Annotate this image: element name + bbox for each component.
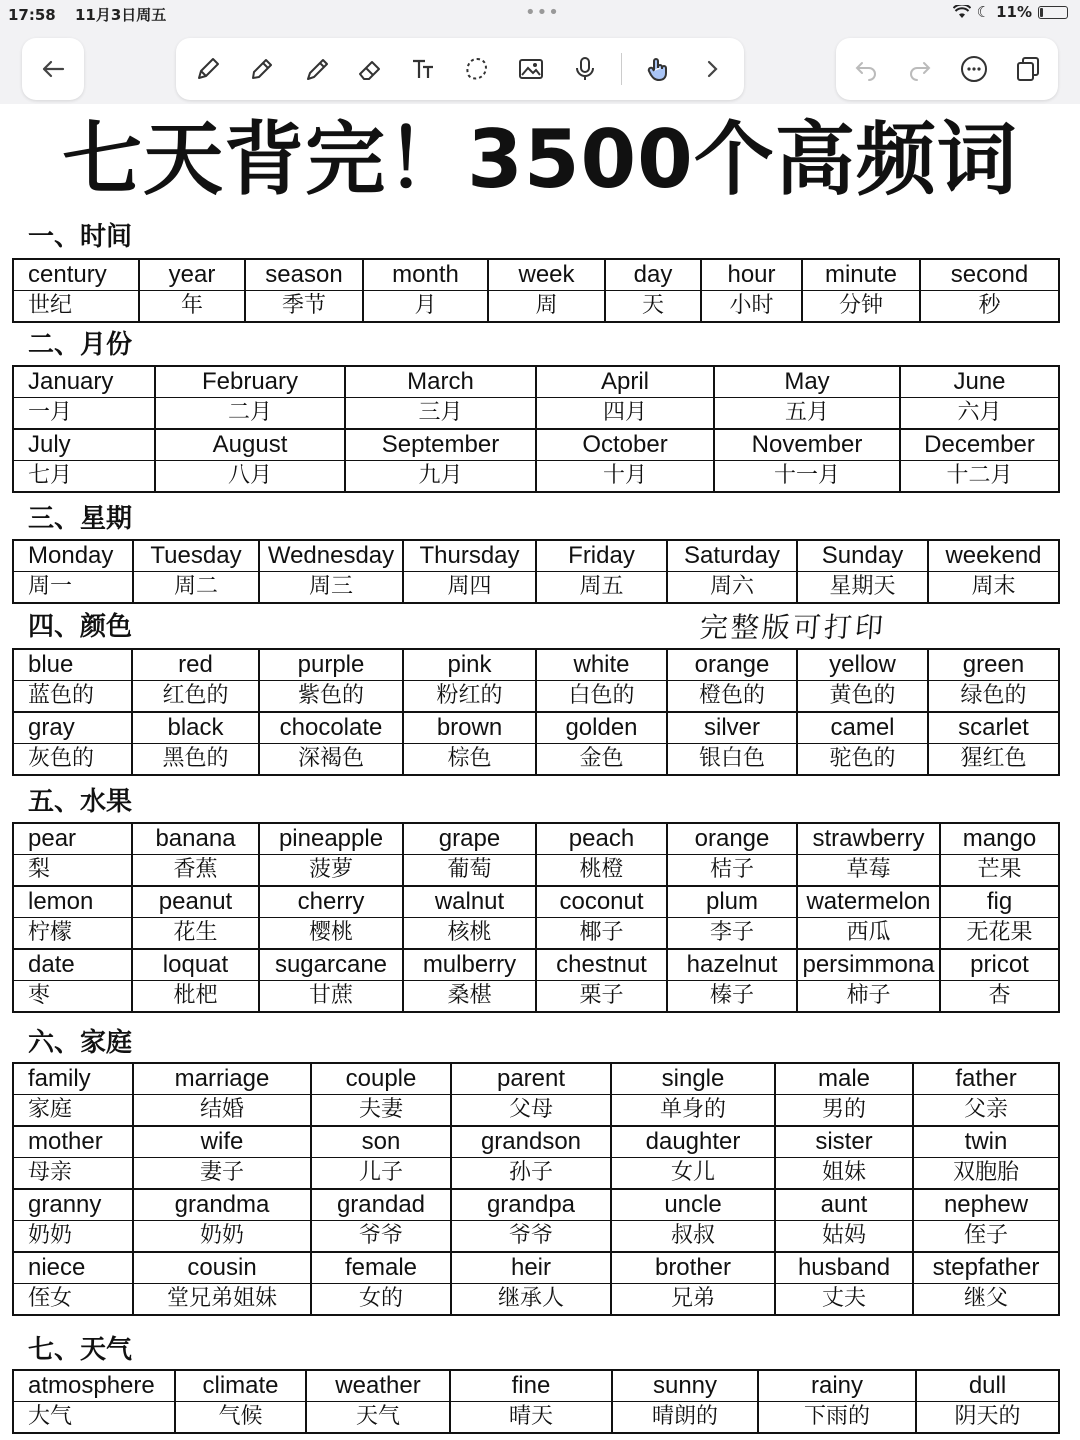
chinese-meaning: 六月 bbox=[900, 398, 1059, 430]
editor-toolbar bbox=[0, 28, 1080, 104]
english-word: wife bbox=[133, 1126, 311, 1158]
english-word: stepfather bbox=[913, 1252, 1059, 1284]
english-word: sunny bbox=[612, 1370, 758, 1402]
english-word: date bbox=[13, 949, 132, 981]
english-word: white bbox=[536, 649, 667, 681]
chinese-meaning: 一月 bbox=[13, 398, 155, 430]
chinese-meaning: 金色 bbox=[536, 744, 667, 776]
status-date: 11月3日周五 bbox=[74, 6, 167, 24]
chinese-meaning: 季节 bbox=[245, 291, 363, 323]
vocab-table-time bbox=[12, 258, 1060, 323]
vocab-row-en bbox=[13, 1189, 1059, 1221]
vocab-table-weather bbox=[12, 1369, 1060, 1434]
chinese-meaning: 四月 bbox=[536, 398, 714, 430]
chinese-meaning: 周末 bbox=[928, 572, 1059, 604]
chinese-meaning: 二月 bbox=[155, 398, 345, 430]
vocab-row-en bbox=[13, 1252, 1059, 1284]
chinese-meaning: 爷爷 bbox=[311, 1221, 451, 1253]
english-word: green bbox=[928, 649, 1059, 681]
english-word: aunt bbox=[775, 1189, 913, 1221]
english-word: persimmona bbox=[797, 949, 940, 981]
page-title: 七天背完！3500个高频词 bbox=[62, 113, 1018, 206]
vocab-row-cn bbox=[13, 1095, 1059, 1127]
english-word: second bbox=[920, 259, 1059, 291]
vocab-row-en bbox=[13, 259, 1059, 291]
more-icon[interactable] bbox=[956, 51, 992, 87]
chinese-meaning: 白色的 bbox=[536, 681, 667, 713]
chinese-meaning: 父母 bbox=[451, 1095, 611, 1127]
vocab-row-en bbox=[13, 429, 1059, 461]
english-word: rainy bbox=[758, 1370, 916, 1402]
chinese-meaning: 奶奶 bbox=[133, 1221, 311, 1253]
chinese-meaning: 葡萄 bbox=[403, 855, 536, 887]
chinese-meaning: 梨 bbox=[13, 855, 132, 887]
chinese-meaning: 结婚 bbox=[133, 1095, 311, 1127]
chinese-meaning: 母亲 bbox=[13, 1158, 133, 1190]
english-word: mother bbox=[13, 1126, 133, 1158]
vocab-row-cn bbox=[13, 398, 1059, 430]
english-word: July bbox=[13, 429, 155, 461]
chinese-meaning: 周 bbox=[488, 291, 605, 323]
chinese-meaning: 李子 bbox=[667, 918, 797, 950]
chinese-meaning: 孙子 bbox=[451, 1158, 611, 1190]
vocab-row-cn bbox=[13, 1158, 1059, 1190]
english-word: couple bbox=[311, 1063, 451, 1095]
chinese-meaning: 栗子 bbox=[536, 981, 667, 1013]
chevron-right-icon[interactable] bbox=[694, 51, 730, 87]
english-word: hazelnut bbox=[667, 949, 797, 981]
chinese-meaning: 紫色的 bbox=[259, 681, 403, 713]
chinese-meaning: 女儿 bbox=[611, 1158, 775, 1190]
vocab-row-cn bbox=[13, 981, 1059, 1013]
chinese-meaning: 晴朗的 bbox=[612, 1402, 758, 1434]
english-word: dull bbox=[916, 1370, 1059, 1402]
english-word: February bbox=[155, 366, 345, 398]
english-word: niece bbox=[13, 1252, 133, 1284]
vocab-table-family bbox=[12, 1062, 1060, 1316]
chinese-meaning: 星期天 bbox=[797, 572, 928, 604]
chinese-meaning: 香蕉 bbox=[132, 855, 259, 887]
vocab-row-en bbox=[13, 712, 1059, 744]
chinese-meaning: 蓝色的 bbox=[13, 681, 132, 713]
highlighter-icon[interactable] bbox=[298, 51, 334, 87]
english-word: pineapple bbox=[259, 823, 403, 855]
chinese-meaning: 枇杷 bbox=[132, 981, 259, 1013]
vocab-row-cn bbox=[13, 461, 1059, 493]
english-word: walnut bbox=[403, 886, 536, 918]
english-word: January bbox=[13, 366, 155, 398]
chinese-meaning: 九月 bbox=[345, 461, 536, 493]
english-word: grandma bbox=[133, 1189, 311, 1221]
lasso-icon[interactable] bbox=[459, 51, 495, 87]
english-word: month bbox=[363, 259, 488, 291]
english-word: chocolate bbox=[259, 712, 403, 744]
chinese-meaning: 十一月 bbox=[714, 461, 900, 493]
pencil-icon[interactable] bbox=[244, 51, 280, 87]
battery-percent: 11% bbox=[996, 3, 1032, 21]
english-word: blue bbox=[13, 649, 132, 681]
english-word: hour bbox=[701, 259, 802, 291]
english-word: granny bbox=[13, 1189, 133, 1221]
chinese-meaning: 叔叔 bbox=[611, 1221, 775, 1253]
english-word: fine bbox=[450, 1370, 612, 1402]
battery-icon bbox=[1038, 6, 1068, 19]
english-word: gray bbox=[13, 712, 132, 744]
english-word: pricot bbox=[940, 949, 1059, 981]
chinese-meaning: 阴天的 bbox=[916, 1402, 1059, 1434]
chinese-meaning: 继承人 bbox=[451, 1284, 611, 1316]
vocab-row-cn bbox=[13, 681, 1059, 713]
english-word: sister bbox=[775, 1126, 913, 1158]
chinese-meaning: 世纪 bbox=[13, 291, 139, 323]
vocab-row-en bbox=[13, 949, 1059, 981]
english-word: silver bbox=[667, 712, 797, 744]
chinese-meaning: 天气 bbox=[306, 1402, 450, 1434]
chinese-meaning: 枣 bbox=[13, 981, 132, 1013]
english-word: minute bbox=[802, 259, 920, 291]
toolbar-divider bbox=[621, 53, 622, 85]
chinese-meaning: 黑色的 bbox=[132, 744, 259, 776]
chinese-meaning: 小时 bbox=[701, 291, 802, 323]
english-word: cousin bbox=[133, 1252, 311, 1284]
english-word: camel bbox=[797, 712, 928, 744]
hand-pointer-icon[interactable] bbox=[640, 51, 676, 87]
english-word: June bbox=[900, 366, 1059, 398]
english-word: loquat bbox=[132, 949, 259, 981]
english-word: coconut bbox=[536, 886, 667, 918]
chinese-meaning: 周五 bbox=[536, 572, 667, 604]
english-word: plum bbox=[667, 886, 797, 918]
chinese-meaning: 绿色的 bbox=[928, 681, 1059, 713]
chinese-meaning: 棕色 bbox=[403, 744, 536, 776]
chinese-meaning: 周三 bbox=[259, 572, 403, 604]
section-heading-weather: 七、天气 bbox=[28, 1335, 133, 1365]
english-word: November bbox=[714, 429, 900, 461]
chinese-meaning: 女的 bbox=[311, 1284, 451, 1316]
vocab-row-cn bbox=[13, 291, 1059, 323]
chinese-meaning: 男的 bbox=[775, 1095, 913, 1127]
chinese-meaning: 奶奶 bbox=[13, 1221, 133, 1253]
chinese-meaning: 十二月 bbox=[900, 461, 1059, 493]
chinese-meaning: 三月 bbox=[345, 398, 536, 430]
english-word: heir bbox=[451, 1252, 611, 1284]
chinese-meaning: 晴天 bbox=[450, 1402, 612, 1434]
english-word: red bbox=[132, 649, 259, 681]
english-word: grandpa bbox=[451, 1189, 611, 1221]
english-word: orange bbox=[667, 649, 797, 681]
english-word: season bbox=[245, 259, 363, 291]
vocab-row-cn bbox=[13, 572, 1059, 604]
english-word: October bbox=[536, 429, 714, 461]
chinese-meaning: 驼色的 bbox=[797, 744, 928, 776]
vocab-row-en bbox=[13, 649, 1059, 681]
pages-icon[interactable] bbox=[1010, 51, 1046, 87]
chinese-meaning: 柠檬 bbox=[13, 918, 132, 950]
handwritten-note: 完整版可打印 bbox=[698, 611, 888, 644]
english-word: August bbox=[155, 429, 345, 461]
text-tool-icon[interactable] bbox=[406, 51, 442, 87]
vocab-row-cn bbox=[13, 1284, 1059, 1316]
chinese-meaning: 杏 bbox=[940, 981, 1059, 1013]
vocab-row-en bbox=[13, 1126, 1059, 1158]
section-heading-week: 三、星期 bbox=[28, 504, 133, 534]
chinese-meaning: 夫妻 bbox=[311, 1095, 451, 1127]
english-word: scarlet bbox=[928, 712, 1059, 744]
chinese-meaning: 姑妈 bbox=[775, 1221, 913, 1253]
vocab-row-cn bbox=[13, 1402, 1059, 1434]
vocab-row-en bbox=[13, 1063, 1059, 1095]
vocab-row-en bbox=[13, 823, 1059, 855]
english-word: Wednesday bbox=[259, 540, 403, 572]
english-word: mulberry bbox=[403, 949, 536, 981]
english-word: purple bbox=[259, 649, 403, 681]
chinese-meaning: 橙色的 bbox=[667, 681, 797, 713]
english-word: pink bbox=[403, 649, 536, 681]
vocab-row-en bbox=[13, 886, 1059, 918]
english-word: year bbox=[139, 259, 245, 291]
chinese-meaning: 堂兄弟姐妹 bbox=[133, 1284, 311, 1316]
english-word: sugarcane bbox=[259, 949, 403, 981]
vocab-row-cn bbox=[13, 1221, 1059, 1253]
vocab-row-en bbox=[13, 540, 1059, 572]
english-word: daughter bbox=[611, 1126, 775, 1158]
english-word: brother bbox=[611, 1252, 775, 1284]
english-word: golden bbox=[536, 712, 667, 744]
chinese-meaning: 父亲 bbox=[913, 1095, 1059, 1127]
english-word: father bbox=[913, 1063, 1059, 1095]
chinese-meaning: 周六 bbox=[667, 572, 797, 604]
english-word: strawberry bbox=[797, 823, 940, 855]
english-word: Saturday bbox=[667, 540, 797, 572]
moon-icon: ☾ bbox=[976, 3, 991, 21]
english-word: nephew bbox=[913, 1189, 1059, 1221]
english-word: son bbox=[311, 1126, 451, 1158]
vocab-row-cn bbox=[13, 855, 1059, 887]
english-word: Tuesday bbox=[133, 540, 259, 572]
english-word: parent bbox=[451, 1063, 611, 1095]
chinese-meaning: 深褐色 bbox=[259, 744, 403, 776]
english-word: weather bbox=[306, 1370, 450, 1402]
section-heading-fruits: 五、水果 bbox=[28, 787, 133, 817]
english-word: marriage bbox=[133, 1063, 311, 1095]
chinese-meaning: 周一 bbox=[13, 572, 133, 604]
chinese-meaning: 椰子 bbox=[536, 918, 667, 950]
english-word: banana bbox=[132, 823, 259, 855]
english-word: Monday bbox=[13, 540, 133, 572]
english-word: March bbox=[345, 366, 536, 398]
vocab-row-cn bbox=[13, 744, 1059, 776]
english-word: grape bbox=[403, 823, 536, 855]
english-word: female bbox=[311, 1252, 451, 1284]
redo-icon[interactable] bbox=[902, 51, 938, 87]
chinese-meaning: 天 bbox=[605, 291, 701, 323]
english-word: Friday bbox=[536, 540, 667, 572]
section-heading-family: 六、家庭 bbox=[28, 1028, 133, 1058]
chinese-meaning: 秒 bbox=[920, 291, 1059, 323]
english-word: grandson bbox=[451, 1126, 611, 1158]
image-icon[interactable] bbox=[513, 51, 549, 87]
wifi-icon bbox=[953, 5, 971, 19]
section-heading-colors: 四、颜色 bbox=[28, 612, 133, 642]
chinese-meaning: 银白色 bbox=[667, 744, 797, 776]
chinese-meaning: 周二 bbox=[133, 572, 259, 604]
english-word: May bbox=[714, 366, 900, 398]
english-word: peanut bbox=[132, 886, 259, 918]
status-left bbox=[8, 4, 180, 25]
english-word: single bbox=[611, 1063, 775, 1095]
english-word: April bbox=[536, 366, 714, 398]
chinese-meaning: 粉红的 bbox=[403, 681, 536, 713]
chinese-meaning: 单身的 bbox=[611, 1095, 775, 1127]
status-time: 17:58 bbox=[8, 6, 56, 24]
chinese-meaning: 姐妹 bbox=[775, 1158, 913, 1190]
chinese-meaning: 芒果 bbox=[940, 855, 1059, 887]
english-word: Sunday bbox=[797, 540, 928, 572]
english-word: peach bbox=[536, 823, 667, 855]
chinese-meaning: 草莓 bbox=[797, 855, 940, 887]
chinese-meaning: 桑椹 bbox=[403, 981, 536, 1013]
english-word: yellow bbox=[797, 649, 928, 681]
english-word: twin bbox=[913, 1126, 1059, 1158]
vocab-row-cn bbox=[13, 918, 1059, 950]
chinese-meaning: 爷爷 bbox=[451, 1221, 611, 1253]
back-button[interactable] bbox=[22, 38, 84, 100]
english-word: mango bbox=[940, 823, 1059, 855]
chinese-meaning: 菠萝 bbox=[259, 855, 403, 887]
chinese-meaning: 西瓜 bbox=[797, 918, 940, 950]
english-word: day bbox=[605, 259, 701, 291]
chinese-meaning: 七月 bbox=[13, 461, 155, 493]
chinese-meaning: 樱桃 bbox=[259, 918, 403, 950]
vocab-table-colors bbox=[12, 648, 1060, 776]
section-heading-months: 二、月份 bbox=[28, 330, 133, 360]
english-word: weekend bbox=[928, 540, 1059, 572]
english-word: brown bbox=[403, 712, 536, 744]
chinese-meaning: 花生 bbox=[132, 918, 259, 950]
english-word: cherry bbox=[259, 886, 403, 918]
vocab-table-months bbox=[12, 365, 1060, 493]
undo-icon[interactable] bbox=[848, 51, 884, 87]
chinese-meaning: 年 bbox=[139, 291, 245, 323]
chinese-meaning: 妻子 bbox=[133, 1158, 311, 1190]
chinese-meaning: 气候 bbox=[175, 1402, 306, 1434]
chinese-meaning: 黄色的 bbox=[797, 681, 928, 713]
chinese-meaning: 榛子 bbox=[667, 981, 797, 1013]
chinese-meaning: 无花果 bbox=[940, 918, 1059, 950]
chinese-meaning: 丈夫 bbox=[775, 1284, 913, 1316]
tool-palette bbox=[176, 38, 744, 100]
chinese-meaning: 八月 bbox=[155, 461, 345, 493]
english-word: black bbox=[132, 712, 259, 744]
vocab-row-en bbox=[13, 1370, 1059, 1402]
english-word: orange bbox=[667, 823, 797, 855]
chinese-meaning: 甘蔗 bbox=[259, 981, 403, 1013]
english-word: climate bbox=[175, 1370, 306, 1402]
vocab-table-week bbox=[12, 539, 1060, 604]
chinese-meaning: 月 bbox=[363, 291, 488, 323]
chinese-meaning: 红色的 bbox=[132, 681, 259, 713]
english-word: Thursday bbox=[403, 540, 536, 572]
chinese-meaning: 兄弟 bbox=[611, 1284, 775, 1316]
chinese-meaning: 分钟 bbox=[802, 291, 920, 323]
chinese-meaning: 桃橙 bbox=[536, 855, 667, 887]
arrow-left-icon[interactable] bbox=[39, 55, 67, 83]
english-word: pear bbox=[13, 823, 132, 855]
english-word: uncle bbox=[611, 1189, 775, 1221]
chinese-meaning: 猩红色 bbox=[928, 744, 1059, 776]
document-actions bbox=[836, 38, 1058, 100]
chinese-meaning: 周四 bbox=[403, 572, 536, 604]
eraser-icon[interactable] bbox=[352, 51, 388, 87]
chinese-meaning: 五月 bbox=[714, 398, 900, 430]
english-word: September bbox=[345, 429, 536, 461]
english-word: December bbox=[900, 429, 1059, 461]
english-word: chestnut bbox=[536, 949, 667, 981]
chinese-meaning: 灰色的 bbox=[13, 744, 132, 776]
vocab-row-en bbox=[13, 366, 1059, 398]
english-word: atmosphere bbox=[13, 1370, 175, 1402]
english-word: fig bbox=[940, 886, 1059, 918]
multitask-dots-icon[interactable]: ••• bbox=[525, 2, 560, 23]
chinese-meaning: 大气 bbox=[13, 1402, 175, 1434]
english-word: family bbox=[13, 1063, 133, 1095]
english-word: male bbox=[775, 1063, 913, 1095]
chinese-meaning: 家庭 bbox=[13, 1095, 133, 1127]
vocab-table-fruits bbox=[12, 822, 1060, 1013]
section-heading-time: 一、时间 bbox=[28, 222, 133, 252]
english-word: watermelon bbox=[797, 886, 940, 918]
chinese-meaning: 下雨的 bbox=[758, 1402, 916, 1434]
english-word: century bbox=[13, 259, 139, 291]
chinese-meaning: 十月 bbox=[536, 461, 714, 493]
status-right bbox=[953, 3, 1068, 21]
english-word: lemon bbox=[13, 886, 132, 918]
status-bar bbox=[0, 0, 1080, 28]
chinese-meaning: 侄子 bbox=[913, 1221, 1059, 1253]
chinese-meaning: 柿子 bbox=[797, 981, 940, 1013]
chinese-meaning: 双胞胎 bbox=[913, 1158, 1059, 1190]
english-word: grandad bbox=[311, 1189, 451, 1221]
chinese-meaning: 核桃 bbox=[403, 918, 536, 950]
english-word: week bbox=[488, 259, 605, 291]
pen-icon[interactable] bbox=[190, 51, 226, 87]
english-word: husband bbox=[775, 1252, 913, 1284]
chinese-meaning: 儿子 bbox=[311, 1158, 451, 1190]
chinese-meaning: 桔子 bbox=[667, 855, 797, 887]
chinese-meaning: 侄女 bbox=[13, 1284, 133, 1316]
chinese-meaning: 继父 bbox=[913, 1284, 1059, 1316]
microphone-icon[interactable] bbox=[567, 51, 603, 87]
